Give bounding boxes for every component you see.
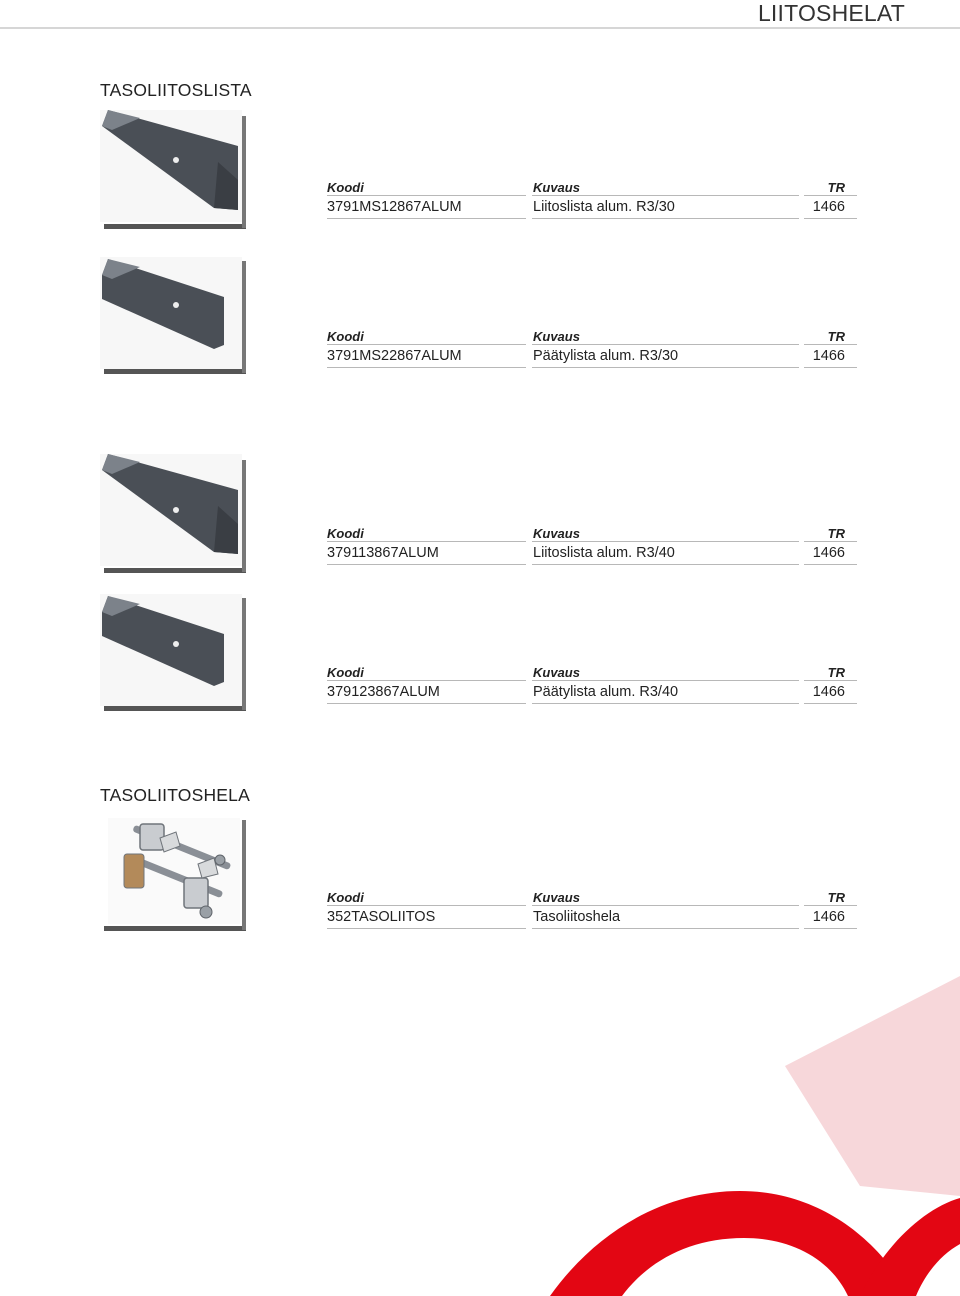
product-row-1 — [327, 180, 857, 224]
decor-arc-left — [550, 1191, 910, 1296]
product-tr: 1466 — [812, 684, 845, 700]
header-divider — [0, 27, 960, 29]
column-header-code: Koodi — [327, 890, 364, 905]
column-header-description: Kuvaus — [533, 329, 580, 344]
product-description: Päätylista alum. R3/30 — [533, 348, 679, 364]
column-header-tr: TR — [827, 526, 845, 541]
product-tr: 1466 — [812, 348, 845, 364]
product-code: 352TASOLIITOS — [327, 909, 436, 925]
column-header-tr: TR — [827, 180, 845, 195]
product-image-joint-strip-r340 — [100, 454, 248, 580]
section-title-tasoliitoshela: TASOLIITOSHELA — [100, 785, 250, 805]
product-code: 379123867ALUM — [327, 684, 440, 700]
product-image-joint-strip-r330 — [100, 110, 248, 236]
column-header-description: Kuvaus — [533, 665, 580, 680]
column-header-tr: TR — [827, 329, 845, 344]
column-header-description: Kuvaus — [533, 526, 580, 541]
column-header-code: Koodi — [327, 180, 364, 195]
product-description: Liitoslista alum. R3/30 — [533, 199, 675, 215]
column-header-description: Kuvaus — [533, 890, 580, 905]
column-header-code: Koodi — [327, 329, 364, 344]
column-header-description: Kuvaus — [533, 180, 580, 195]
product-code: 3791MS22867ALUM — [327, 348, 462, 364]
product-tr: 1466 — [812, 199, 845, 215]
product-tr: 1466 — [812, 545, 845, 561]
product-description: Tasoliitoshela — [533, 909, 621, 925]
product-description: Liitoslista alum. R3/40 — [533, 545, 675, 561]
column-header-code: Koodi — [327, 665, 364, 680]
product-code: 379113867ALUM — [327, 545, 439, 561]
product-image-end-strip-r340 — [100, 594, 248, 720]
product-row-2 — [327, 329, 857, 373]
product-description: Päätylista alum. R3/40 — [533, 684, 679, 700]
product-image-end-strip-r330 — [100, 257, 248, 383]
page-title: LIITOSHELAT — [757, 0, 905, 26]
section-title-tasoliitoslista: TASOLIITOSLISTA — [100, 80, 252, 100]
product-image-worktop-connector — [100, 816, 248, 942]
column-header-tr: TR — [827, 665, 845, 680]
product-tr: 1466 — [812, 909, 845, 925]
product-row-4 — [327, 665, 857, 709]
product-row-5 — [327, 890, 857, 934]
column-header-code: Koodi — [327, 526, 364, 541]
product-code: 3791MS12867ALUM — [327, 199, 462, 215]
brand-swoosh-decoration — [530, 976, 960, 1296]
column-header-tr: TR — [827, 890, 845, 905]
decor-arc-right — [860, 1198, 960, 1296]
product-row-3 — [327, 526, 857, 570]
decor-light-shape — [785, 976, 960, 1196]
